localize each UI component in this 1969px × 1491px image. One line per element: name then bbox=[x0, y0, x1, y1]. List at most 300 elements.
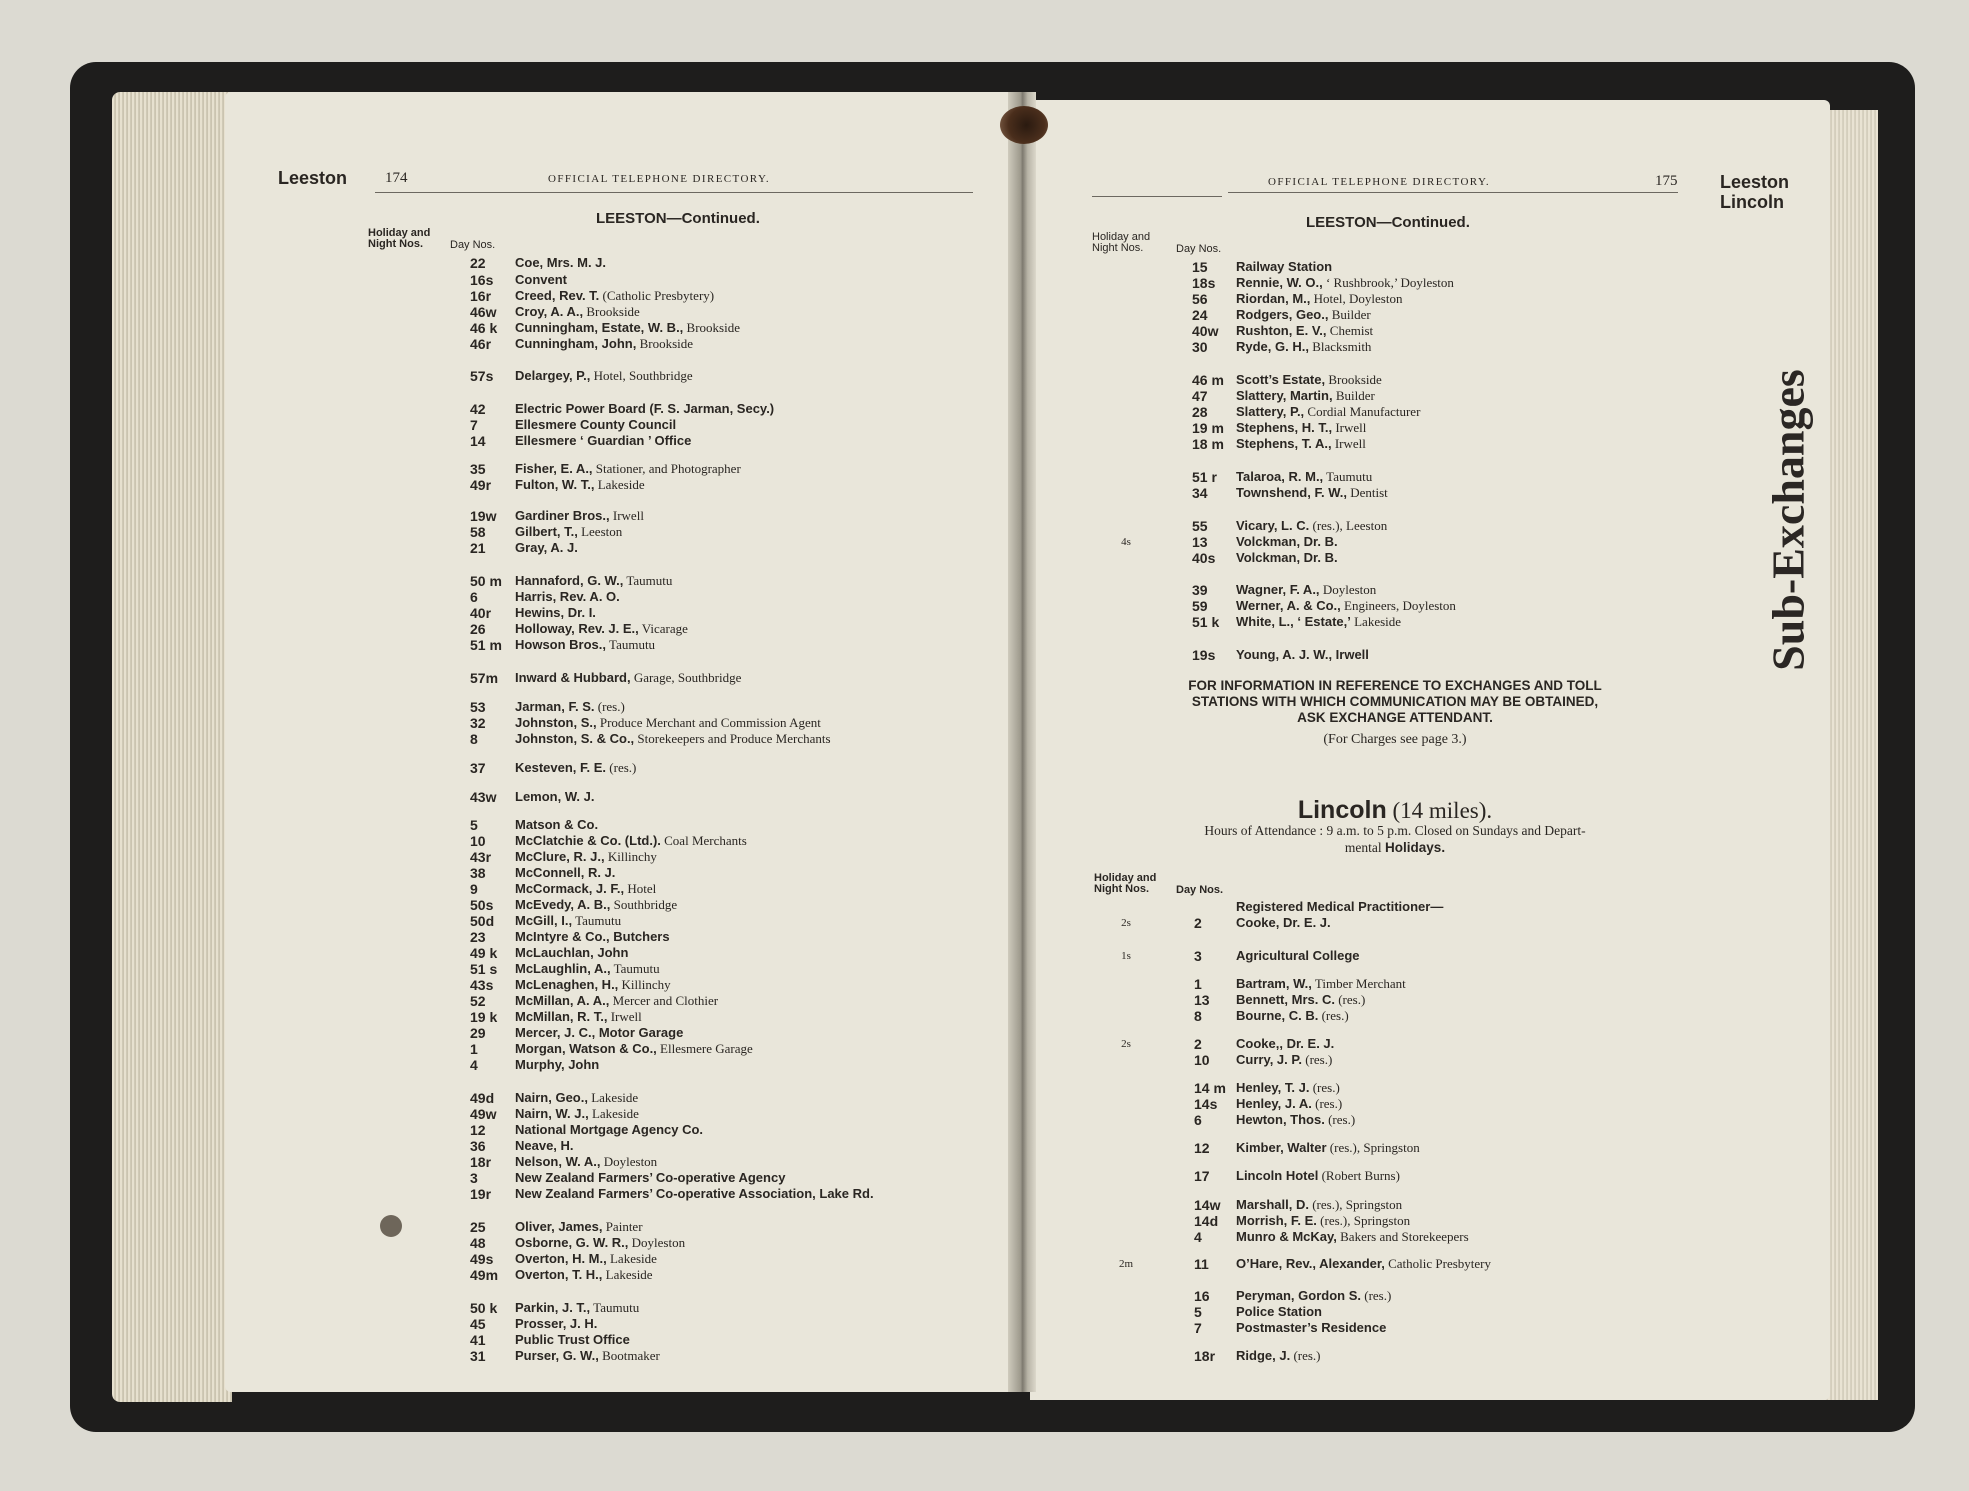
subscriber-detail: Taumutu bbox=[1323, 469, 1373, 484]
subscriber-name: Ridge, J. (res.) bbox=[1236, 1348, 1321, 1363]
col-head-line: Night Nos. bbox=[368, 238, 423, 250]
subscriber-name: Cooke,, Dr. E. J. bbox=[1236, 1036, 1335, 1051]
subscriber-name: Matson & Co. bbox=[515, 817, 599, 832]
subscriber-name: Werner, A. & Co., Engineers, Doyleston bbox=[1236, 598, 1456, 613]
day-number: 19r bbox=[470, 1186, 492, 1202]
subscriber-name: McEvedy, A. B., Southbridge bbox=[515, 897, 678, 912]
day-number: 35 bbox=[470, 461, 486, 477]
left-header-rule bbox=[375, 192, 973, 193]
subscriber-name: Convent bbox=[515, 272, 567, 287]
subscriber-name: Nairn, Geo., Lakeside bbox=[515, 1090, 639, 1105]
subscriber-detail: Doyleston bbox=[1319, 582, 1377, 597]
day-number: 2 bbox=[1194, 915, 1202, 931]
subscriber-name: Osborne, G. W. R., Doyleston bbox=[515, 1235, 686, 1250]
subscriber-name: Fisher, E. A., Stationer, and Photographer bbox=[515, 461, 741, 476]
day-number: 46 k bbox=[470, 320, 498, 336]
day-number: 49m bbox=[470, 1267, 499, 1283]
day-number: 3 bbox=[1194, 948, 1202, 964]
subscriber-detail: Brookside bbox=[583, 304, 640, 319]
left-page-number: 174 bbox=[385, 170, 408, 186]
day-number: 47 bbox=[1192, 388, 1208, 404]
subscriber-name: McGill, I., Taumutu bbox=[515, 913, 622, 928]
day-number: 46w bbox=[470, 304, 497, 320]
subscriber-detail: Storekeepers and Produce Merchants bbox=[634, 731, 831, 746]
subscriber-name: Delargey, P., Hotel, Southbridge bbox=[515, 368, 693, 383]
subscriber-detail: Taumutu bbox=[572, 913, 622, 928]
subscriber-name: Bennett, Mrs. C. (res.) bbox=[1236, 992, 1366, 1007]
day-number: 34 bbox=[1192, 485, 1208, 501]
subscriber-name: Prosser, J. H. bbox=[515, 1316, 598, 1331]
subscriber-detail: Killinchy bbox=[604, 849, 657, 864]
subscriber-name: McCormack, J. F., Hotel bbox=[515, 881, 657, 896]
subscriber-name: Peryman, Gordon S. (res.) bbox=[1236, 1288, 1392, 1303]
subscriber-name: Cunningham, John, Brookside bbox=[515, 336, 694, 351]
day-number: 22 bbox=[470, 255, 486, 271]
day-number: 56 bbox=[1192, 291, 1208, 307]
subscriber-detail: Blacksmith bbox=[1308, 339, 1372, 354]
subscriber-detail: (res.), Springston bbox=[1316, 1213, 1411, 1228]
subscriber-name: Kesteven, F. E. (res.) bbox=[515, 760, 637, 775]
subscriber-name: McConnell, R. J. bbox=[515, 865, 616, 880]
subscriber-detail: Catholic Presbytery bbox=[1384, 1256, 1492, 1271]
subscriber-name: Gardiner Bros., Irwell bbox=[515, 508, 644, 523]
subscriber-name: Slattery, P., Cordial Manufacturer bbox=[1236, 404, 1421, 419]
thumb-lincoln: Lincoln bbox=[1720, 192, 1784, 212]
subscriber-name: Vicary, L. C. (res.), Leeston bbox=[1236, 518, 1388, 533]
subscriber-detail: (Catholic Presbytery) bbox=[599, 288, 715, 303]
notice-line: ASK EXCHANGE ATTENDANT. bbox=[1297, 710, 1493, 725]
lincoln-holiday-col-head bbox=[1094, 873, 1156, 895]
day-number: 48 bbox=[470, 1235, 486, 1251]
day-number: 5 bbox=[470, 817, 478, 833]
right-page-number: 175 bbox=[1655, 173, 1678, 189]
subscriber-detail: Vicarage bbox=[638, 621, 688, 636]
day-number: 19w bbox=[470, 508, 497, 524]
subscriber-name: Rennie, W. O., ‘ Rushbrook,’ Doyleston bbox=[1236, 275, 1454, 290]
day-number: 43r bbox=[470, 849, 492, 865]
subscriber-name: Hannaford, G. W., Taumutu bbox=[515, 573, 673, 588]
day-number: 51 m bbox=[470, 637, 502, 653]
col-head-line: Night Nos. bbox=[1092, 242, 1144, 254]
sub-exchanges-tab: Sub-Exchanges bbox=[1762, 369, 1814, 671]
subscriber-name: Gilbert, T., Leeston bbox=[515, 524, 623, 539]
subscriber-detail: Hotel, Doyleston bbox=[1310, 291, 1403, 306]
subscriber-name: Henley, J. A. (res.) bbox=[1236, 1096, 1343, 1111]
subscriber-detail: (res.) bbox=[594, 699, 625, 714]
day-number: 19 m bbox=[1192, 420, 1224, 436]
day-number: 43s bbox=[470, 977, 494, 993]
right-page bbox=[1030, 100, 1830, 1400]
day-number: 14s bbox=[1194, 1096, 1218, 1112]
day-number: 18r bbox=[470, 1154, 492, 1170]
subscriber-name: McIntyre & Co., Butchers bbox=[515, 929, 670, 944]
day-number: 14w bbox=[1194, 1197, 1221, 1213]
subscriber-name: McLauchlan, John bbox=[515, 945, 629, 960]
subscriber-name: McMillan, A. A., Mercer and Clothier bbox=[515, 993, 719, 1008]
subscriber-name: O’Hare, Rev., Alexander, Catholic Presbytery bbox=[1236, 1256, 1492, 1271]
subscriber-detail: (res.) bbox=[1302, 1052, 1333, 1067]
subscriber-detail: Doyleston bbox=[628, 1235, 686, 1250]
subscriber-name: Munro & McKay, Bakers and Storekeepers bbox=[1236, 1229, 1469, 1244]
hours-line: Hours of Attendance : 9 a.m. to 5 p.m. Closed on Sundays and Depart- bbox=[1204, 823, 1586, 838]
right-header-rule-left bbox=[1092, 196, 1222, 197]
day-number: 21 bbox=[470, 540, 486, 556]
subscriber-detail: Stationer, and Photographer bbox=[592, 461, 741, 476]
subscriber-name: McMillan, R. T., Irwell bbox=[515, 1009, 642, 1024]
holiday-number: 1s bbox=[1121, 950, 1131, 962]
day-number: 16r bbox=[470, 288, 492, 304]
day-number: 19 k bbox=[470, 1009, 498, 1025]
col-head-line: Holiday and bbox=[1094, 872, 1157, 884]
subscriber-name: Stephens, H. T., Irwell bbox=[1236, 420, 1367, 435]
subscriber-name: White, L., ‘ Estate,’ Lakeside bbox=[1236, 614, 1402, 629]
subscriber-name: Ellesmere ‘ Guardian ’ Office bbox=[515, 433, 692, 448]
subscriber-name: Railway Station bbox=[1236, 259, 1333, 274]
right-section-title: LEESTON—Continued. bbox=[1306, 214, 1470, 231]
thumb-leeston: Leeston bbox=[1720, 172, 1790, 192]
subscriber-name: Kimber, Walter (res.), Springston bbox=[1236, 1140, 1420, 1155]
day-number: 40w bbox=[1192, 323, 1219, 339]
subscriber-name: Johnston, S., Produce Merchant and Commission Agent bbox=[515, 715, 821, 730]
lincoln-distance: (14 miles). bbox=[1386, 798, 1493, 823]
day-number: 18r bbox=[1194, 1348, 1216, 1364]
day-number: 13 bbox=[1192, 534, 1208, 550]
day-number: 50 m bbox=[470, 573, 502, 589]
subscriber-name: McLenaghen, H., Killinchy bbox=[515, 977, 671, 992]
subscriber-detail: (res.) bbox=[1360, 1288, 1392, 1303]
subscriber-name: Slattery, Martin, Builder bbox=[1236, 388, 1375, 403]
subscriber-name: Curry, J. P. (res.) bbox=[1236, 1052, 1333, 1067]
day-number: 15 bbox=[1192, 259, 1208, 275]
left-page-edges bbox=[112, 92, 232, 1402]
col-head-line: Holiday and bbox=[368, 227, 431, 239]
day-number: 19s bbox=[1192, 647, 1216, 663]
day-number: 58 bbox=[470, 524, 486, 540]
subscriber-detail: Hotel bbox=[624, 881, 657, 896]
day-number: 14 bbox=[470, 433, 486, 449]
subscriber-detail: Garage, Southbridge bbox=[630, 670, 742, 685]
day-number: 12 bbox=[1194, 1140, 1210, 1156]
subscriber-detail: (Robert Burns) bbox=[1318, 1168, 1400, 1183]
day-number: 10 bbox=[1194, 1052, 1210, 1068]
left-running-head: OFFICIAL TELEPHONE DIRECTORY. bbox=[548, 173, 771, 185]
holiday-number: 2m bbox=[1118, 1258, 1134, 1270]
subscriber-detail: Brookside bbox=[636, 336, 694, 351]
day-number: 53 bbox=[470, 699, 486, 715]
subscriber-name: Volckman, Dr. B. bbox=[1236, 550, 1338, 565]
subscriber-detail: (res.) bbox=[1324, 1112, 1356, 1127]
day-number: 57s bbox=[470, 368, 494, 384]
subscriber-name: Nairn, W. J., Lakeside bbox=[515, 1106, 639, 1121]
subscriber-name: Cooke, Dr. E. J. bbox=[1236, 915, 1331, 930]
subscriber-name: Howson Bros., Taumutu bbox=[515, 637, 656, 652]
subscriber-name: McLaughlin, A., Taumutu bbox=[515, 961, 660, 976]
subscriber-name: Lemon, W. J. bbox=[515, 789, 595, 804]
day-number: 29 bbox=[470, 1025, 486, 1041]
left-holiday-col-head bbox=[368, 228, 430, 250]
day-number: 39 bbox=[1192, 582, 1208, 598]
day-number: 49 k bbox=[470, 945, 498, 961]
col-head-line: Night Nos. bbox=[1094, 883, 1149, 895]
day-number: 7 bbox=[470, 417, 478, 433]
day-number: 49r bbox=[470, 477, 492, 493]
subscriber-detail: Builder bbox=[1332, 388, 1375, 403]
right-header-rule bbox=[1228, 192, 1678, 193]
subscriber-detail: Leeston bbox=[577, 524, 623, 539]
subscriber-detail: (res.), Springston bbox=[1308, 1197, 1403, 1212]
subscriber-name: Riordan, M., Hotel, Doyleston bbox=[1236, 291, 1403, 306]
subscriber-name: Public Trust Office bbox=[515, 1332, 630, 1347]
subscriber-name: Croy, A. A., Brookside bbox=[515, 304, 640, 319]
subscriber-name: Ellesmere County Council bbox=[515, 417, 677, 432]
day-number: 4 bbox=[1194, 1229, 1202, 1245]
right-running-head: OFFICIAL TELEPHONE DIRECTORY. bbox=[1268, 176, 1491, 188]
book-gutter bbox=[1008, 92, 1036, 1392]
col-head-line: Holiday and bbox=[1092, 231, 1151, 243]
subscriber-name: Postmaster’s Residence bbox=[1236, 1320, 1387, 1335]
subscriber-name: Jarman, F. S. (res.) bbox=[515, 699, 625, 714]
day-number: 40r bbox=[470, 605, 492, 621]
day-number: 51 k bbox=[1192, 614, 1220, 630]
day-number: 55 bbox=[1192, 518, 1208, 534]
day-number: 7 bbox=[1194, 1320, 1202, 1336]
subscriber-name: Henley, T. J. (res.) bbox=[1236, 1080, 1340, 1095]
day-number: 18 m bbox=[1192, 436, 1224, 452]
subscriber-name: Fulton, W. T., Lakeside bbox=[515, 477, 645, 492]
subscriber-detail: Coal Merchants bbox=[660, 833, 747, 848]
subscriber-detail: Lakeside bbox=[1350, 614, 1402, 629]
day-number: 50d bbox=[470, 913, 495, 929]
day-number: 36 bbox=[470, 1138, 486, 1154]
day-number: 26 bbox=[470, 621, 486, 637]
subscriber-name: Coe, Mrs. M. J. bbox=[515, 255, 607, 270]
subscriber-name: McClure, R. J., Killinchy bbox=[515, 849, 657, 864]
day-number: 25 bbox=[470, 1219, 486, 1235]
subscriber-detail: Lakeside bbox=[588, 1106, 639, 1121]
hours-text: mental bbox=[1344, 840, 1386, 855]
subscriber-name: Overton, T. H., Lakeside bbox=[515, 1267, 653, 1282]
subscriber-name: Purser, G. W., Bootmaker bbox=[515, 1348, 660, 1363]
exchange-notice bbox=[1115, 678, 1675, 726]
subscriber-name: Morgan, Watson & Co., Ellesmere Garage bbox=[515, 1041, 753, 1056]
day-number: 14 m bbox=[1194, 1080, 1226, 1096]
day-number: 37 bbox=[470, 760, 486, 776]
day-number: 23 bbox=[470, 929, 486, 945]
subscriber-name: Bartram, W., Timber Merchant bbox=[1236, 976, 1406, 991]
day-number: 16s bbox=[470, 272, 494, 288]
subscriber-detail: (res.), Springston bbox=[1326, 1140, 1420, 1155]
hours-line bbox=[1112, 839, 1678, 856]
day-number: 46 m bbox=[1192, 372, 1224, 388]
day-number: 46r bbox=[470, 336, 492, 352]
day-number: 32 bbox=[470, 715, 486, 731]
subscriber-name: Agricultural College bbox=[1236, 948, 1360, 963]
subscriber-detail: Brookside bbox=[683, 320, 740, 335]
subscriber-name: McClatchie & Co. (Ltd.). Coal Merchants bbox=[515, 833, 747, 848]
day-number: 2 bbox=[1194, 1036, 1202, 1052]
day-number: 14d bbox=[1194, 1213, 1219, 1229]
subscriber-name: Ryde, G. H., Blacksmith bbox=[1236, 339, 1372, 354]
hours-holidays: Holidays. bbox=[1385, 840, 1446, 855]
day-number: 50 k bbox=[470, 1300, 498, 1316]
subscriber-name: Johnston, S. & Co., Storekeepers and Produce Merchants bbox=[515, 731, 831, 746]
subscriber-name: New Zealand Farmers’ Co-operative Association, Lake Rd. bbox=[515, 1186, 874, 1201]
subscriber-detail: (res.) bbox=[1309, 1080, 1340, 1095]
subscriber-detail: Hotel, Southbridge bbox=[590, 368, 693, 383]
day-number: 28 bbox=[1192, 404, 1208, 420]
charges-note: (For Charges see page 3.) bbox=[1323, 732, 1467, 747]
lincoln-heading bbox=[1115, 796, 1675, 825]
day-number: 45 bbox=[470, 1316, 486, 1332]
subscriber-name: Hewins, Dr. I. bbox=[515, 605, 596, 620]
subscriber-detail: Ellesmere Garage bbox=[656, 1041, 753, 1056]
subscriber-name: Gray, A. J. bbox=[515, 540, 578, 555]
day-number: 40s bbox=[1192, 550, 1216, 566]
day-number: 42 bbox=[470, 401, 486, 417]
subscriber-name: Marshall, D. (res.), Springston bbox=[1236, 1197, 1403, 1212]
subscriber-detail: Brookside bbox=[1325, 372, 1382, 387]
day-number: 57m bbox=[470, 670, 499, 686]
notice-line: STATIONS WITH WHICH COMMUNICATION MAY BE OBTAINED, bbox=[1191, 694, 1599, 709]
subscriber-detail: Irwell bbox=[1331, 436, 1366, 451]
holiday-number: 2s bbox=[1121, 917, 1131, 929]
subscriber-name: Morrish, F. E. (res.), Springston bbox=[1236, 1213, 1411, 1228]
day-number: 1 bbox=[470, 1041, 478, 1057]
subscriber-name: Mercer, J. C., Motor Garage bbox=[515, 1025, 684, 1040]
subscriber-name: Rushton, E. V., Chemist bbox=[1236, 323, 1374, 338]
day-number: 10 bbox=[470, 833, 486, 849]
subscriber-name: Murphy, John bbox=[515, 1057, 600, 1072]
subscriber-detail: Mercer and Clothier bbox=[609, 993, 719, 1008]
subscriber-name: Volckman, Dr. B. bbox=[1236, 534, 1338, 549]
day-number: 41 bbox=[470, 1332, 486, 1348]
day-number: 6 bbox=[470, 589, 478, 605]
day-number: 51 s bbox=[470, 961, 498, 977]
day-number: 9 bbox=[470, 881, 478, 897]
subscriber-detail: Irwell bbox=[607, 1009, 642, 1024]
subscriber-detail: Irwell bbox=[609, 508, 644, 523]
subscriber-detail: Lakeside bbox=[594, 477, 645, 492]
day-number: 8 bbox=[1194, 1008, 1202, 1024]
subscriber-name: Registered Medical Practitioner— bbox=[1236, 899, 1444, 914]
subscriber-name: Nelson, W. A., Doyleston bbox=[515, 1154, 658, 1169]
right-day-col-head: Day Nos. bbox=[1176, 243, 1222, 255]
subscriber-detail: Lakeside bbox=[606, 1251, 657, 1266]
lincoln-day-col-head: Day Nos. bbox=[1176, 884, 1224, 896]
subscriber-detail: (res.), Leeston bbox=[1309, 518, 1388, 533]
subscriber-name: Lincoln Hotel (Robert Burns) bbox=[1236, 1168, 1400, 1183]
subscriber-detail: Taumutu bbox=[610, 961, 660, 976]
subscriber-name: Creed, Rev. T. (Catholic Presbytery) bbox=[515, 288, 715, 303]
ribbon-bookmark bbox=[1000, 106, 1048, 144]
subscriber-name: Bourne, C. B. (res.) bbox=[1236, 1008, 1349, 1023]
subscriber-name: Harris, Rev. A. O. bbox=[515, 589, 620, 604]
day-number: 43w bbox=[470, 789, 497, 805]
left-day-col-head: Day Nos. bbox=[450, 239, 496, 251]
subscriber-detail: (res.) bbox=[1318, 1008, 1349, 1023]
lincoln-name: Lincoln bbox=[1297, 796, 1387, 824]
subscriber-name: National Mortgage Agency Co. bbox=[515, 1122, 704, 1137]
subscriber-detail: Southbridge bbox=[610, 897, 678, 912]
subscriber-detail: Lakeside bbox=[587, 1090, 639, 1105]
subscriber-name: Wagner, F. A., Doyleston bbox=[1236, 582, 1377, 597]
subscriber-detail: (res.) bbox=[1311, 1096, 1343, 1111]
subscriber-detail: Chemist bbox=[1326, 323, 1374, 338]
subscriber-detail: Taumutu bbox=[590, 1300, 640, 1315]
subscriber-name: Stephens, T. A., Irwell bbox=[1236, 436, 1366, 451]
left-section-title: LEESTON—Continued. bbox=[596, 210, 760, 227]
day-number: 1 bbox=[1194, 976, 1202, 992]
subscriber-name: Oliver, James, Painter bbox=[515, 1219, 643, 1234]
subscriber-name: Electric Power Board (F. S. Jarman, Secy.) bbox=[515, 401, 775, 416]
subscriber-detail: Cordial Manufacturer bbox=[1304, 404, 1421, 419]
subscriber-name: Scott’s Estate, Brookside bbox=[1236, 372, 1382, 387]
subscriber-detail: Dentist bbox=[1346, 485, 1388, 500]
subscriber-detail: Taumutu bbox=[606, 637, 656, 652]
subscriber-detail: Irwell bbox=[1332, 420, 1367, 435]
lincoln-hours bbox=[1112, 822, 1678, 856]
day-number: 11 bbox=[1194, 1256, 1209, 1272]
subscriber-detail: ‘ Rushbrook,’ Doyleston bbox=[1322, 275, 1454, 290]
subscriber-detail: (res.) bbox=[1334, 992, 1366, 1007]
day-number: 5 bbox=[1194, 1304, 1202, 1320]
day-number: 52 bbox=[470, 993, 486, 1009]
subscriber-name: New Zealand Farmers’ Co-operative Agency bbox=[515, 1170, 786, 1185]
subscriber-name: Police Station bbox=[1236, 1304, 1322, 1319]
day-number: 18s bbox=[1192, 275, 1216, 291]
day-number: 50s bbox=[470, 897, 494, 913]
subscriber-name: Neave, H. bbox=[515, 1138, 574, 1153]
day-number: 59 bbox=[1192, 598, 1208, 614]
day-number: 31 bbox=[470, 1348, 486, 1364]
subscriber-detail: (res.) bbox=[606, 760, 637, 775]
ink-blot bbox=[380, 1215, 402, 1237]
subscriber-name: Young, A. J. W., Irwell bbox=[1236, 647, 1369, 662]
day-number: 17 bbox=[1194, 1168, 1210, 1184]
subscriber-detail: Timber Merchant bbox=[1311, 976, 1406, 991]
day-number: 13 bbox=[1194, 992, 1210, 1008]
subscriber-detail: Produce Merchant and Commission Agent bbox=[596, 715, 821, 730]
subscriber-detail: Painter bbox=[602, 1219, 643, 1234]
subscriber-detail: Taumutu bbox=[623, 573, 673, 588]
day-number: 3 bbox=[470, 1170, 478, 1186]
notice-line: FOR INFORMATION IN REFERENCE TO EXCHANGES AND TOLL bbox=[1188, 678, 1602, 693]
day-number: 4 bbox=[470, 1057, 478, 1073]
day-number: 49d bbox=[470, 1090, 495, 1106]
day-number: 38 bbox=[470, 865, 486, 881]
subscriber-detail: Bakers and Storekeepers bbox=[1336, 1229, 1469, 1244]
subscriber-name: Hewton, Thos. (res.) bbox=[1236, 1112, 1356, 1127]
subscriber-detail: Bootmaker bbox=[598, 1348, 660, 1363]
subscriber-name: Talaroa, R. M., Taumutu bbox=[1236, 469, 1373, 484]
right-holiday-col-head bbox=[1092, 232, 1150, 254]
subscriber-name: Inward & Hubbard, Garage, Southbridge bbox=[515, 670, 742, 685]
subscriber-detail: Doyleston bbox=[600, 1154, 658, 1169]
day-number: 49s bbox=[470, 1251, 494, 1267]
day-number: 24 bbox=[1192, 307, 1208, 323]
subscriber-name: Cunningham, Estate, W. B., Brookside bbox=[515, 320, 740, 335]
subscriber-detail: Killinchy bbox=[618, 977, 671, 992]
day-number: 51 r bbox=[1192, 469, 1217, 485]
day-number: 30 bbox=[1192, 339, 1208, 355]
subscriber-detail: Lakeside bbox=[602, 1267, 653, 1282]
holiday-number: 2s bbox=[1121, 1038, 1131, 1050]
subscriber-name: Rodgers, Geo., Builder bbox=[1236, 307, 1371, 322]
day-number: 16 bbox=[1194, 1288, 1210, 1304]
subscriber-detail: (res.) bbox=[1290, 1348, 1321, 1363]
subscriber-name: Parkin, J. T., Taumutu bbox=[515, 1300, 640, 1315]
day-number: 49w bbox=[470, 1106, 497, 1122]
